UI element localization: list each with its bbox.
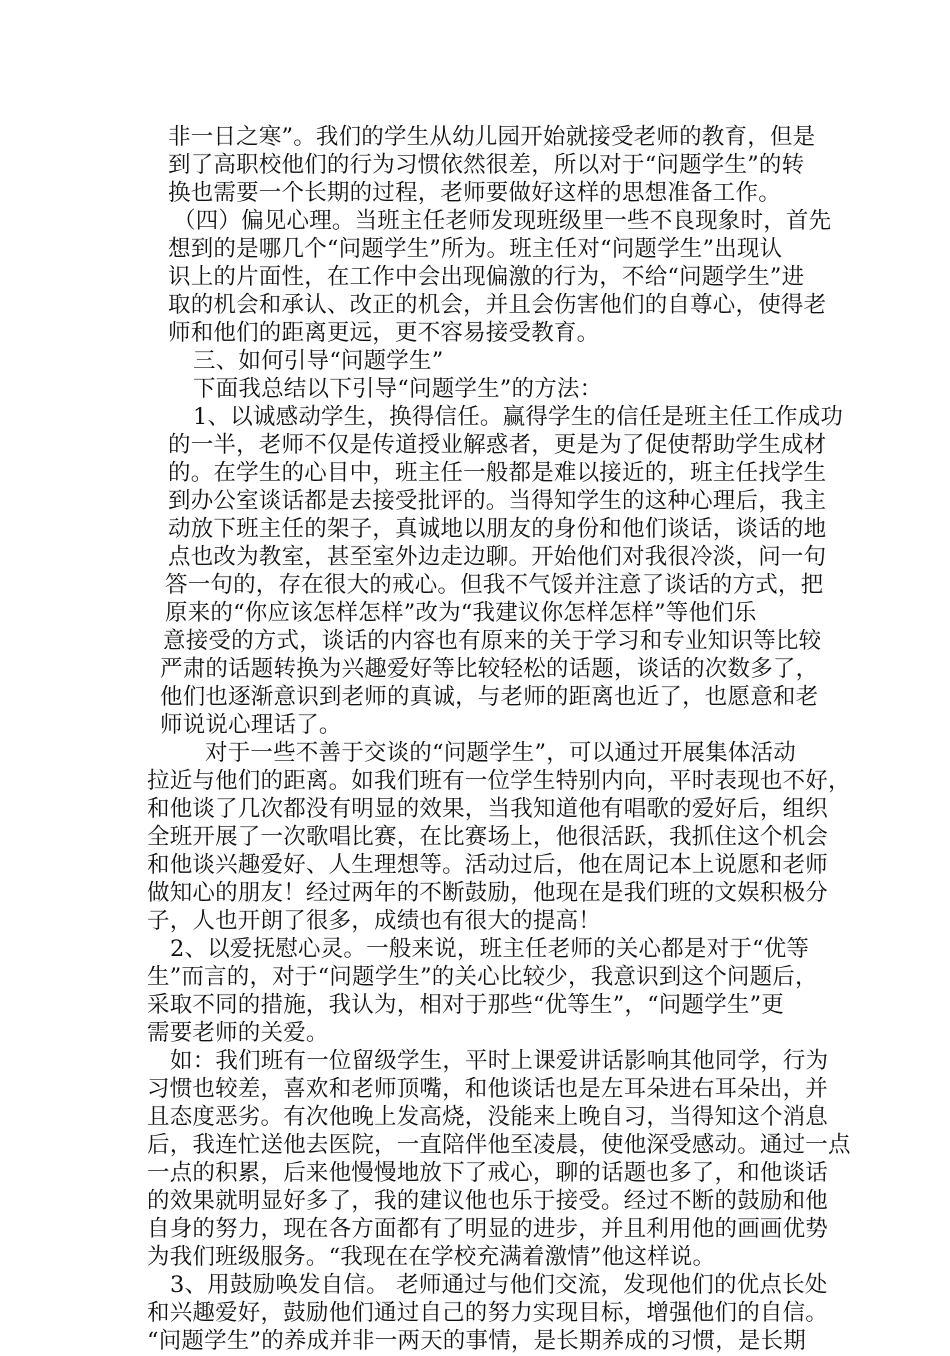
text-line: 且态度恶劣。有次他晚上发高烧，没能来上晚自习，当得知这个消息 [147, 1104, 829, 1130]
text-line: 的。在学生的心目中，班主任一般都是难以接近的，班主任找学生 [168, 460, 827, 486]
text-line: 识上的片面性，在工作中会出现偏激的行为，不给“问题学生”进 [168, 264, 805, 290]
text-line: 3、用鼓励唤发自信。 老师通过与他们交流，发现他们的优点长处 [170, 1272, 828, 1298]
text-line: 和兴趣爱好，鼓励他们通过自己的努力实现目标，增强他们的自信。 [147, 1300, 829, 1326]
text-line: 到了高职校他们的行为习惯依然很差，所以对于“问题学生”的转 [168, 152, 805, 178]
text-line: 非一日之寒”。我们的学生从幼儿园开始就接受老师的教育，但是 [168, 124, 816, 150]
text-line: 原来的“你应该怎样怎样”改为“我建议你怎样怎样”等他们乐 [165, 600, 757, 626]
text-line: 做知心的朋友！经过两年的不断鼓励，他现在是我们班的文娱积极分 [147, 880, 829, 906]
text-line: 一点的积累，后来他慢慢地放下了戒心，聊的话题也多了，和他谈话 [147, 1160, 829, 1186]
text-line: 2、以爱抚慰心灵。一般来说，班主任老师的关心都是对于“优等 [170, 936, 810, 962]
text-line: 意接受的方式，谈话的内容也有原来的关于学习和专业知识等比较 [163, 628, 822, 654]
text-line: 他们也逐渐意识到老师的真诚，与老师的距离也近了，也愿意和老 [160, 684, 819, 710]
text-line: 的一半，老师不仅是传道授业解惑者，更是为了促使帮助学生成材 [168, 432, 827, 458]
text-line: 习惯也较差，喜欢和老师顶嘴，和他谈话也是左耳朵进右耳朵出，并 [147, 1076, 829, 1102]
text-line: 子，人也开朗了很多，成绩也有很大的提高！ [147, 908, 602, 934]
text-line: （四）偏见心理。当班主任老师发现班级里一些不良现象时，首先 [173, 208, 832, 234]
text-line: 对于一些不善于交谈的“问题学生”，可以通过开展集体活动 [205, 740, 796, 766]
text-line: 动放下班主任的架子，真诚地以朋友的身份和他们谈话，谈话的地 [168, 516, 827, 542]
text-line: 1、以诚感动学生，换得信任。赢得学生的信任是班主任工作成功 [193, 404, 844, 430]
text-line: 为我们班级服务。“我现在在学校充满着激情”他这样说。 [147, 1244, 716, 1270]
text-line: 师和他们的距离更远，更不容易接受教育。 [168, 320, 600, 346]
text-line: 到办公室谈话都是去接受批评的。当得知学生的这种心理后，我主 [168, 488, 827, 514]
text-line: “问题学生”的养成并非一两天的事情，是长期养成的习惯，是长期 [147, 1328, 807, 1354]
text-line: 点也改为教室，甚至室外边走边聊。开始他们对我很冷淡，问一句 [168, 544, 827, 570]
text-line: 严肃的话题转换为兴趣爱好等比较轻松的话题，谈话的次数多了， [160, 656, 819, 682]
text-line: 想到的是哪几个“问题学生”所为。班主任对“问题学生”出现认 [168, 236, 783, 262]
text-line: 师说说心理话了。 [160, 712, 342, 738]
text-line: 如：我们班有一位留级学生，平时上课爱讲话影响其他同学，行为 [170, 1048, 829, 1074]
text-line: 后，我连忙送他去医院，一直陪伴他至凌晨，使他深受感动。通过一点 [147, 1132, 851, 1158]
text-line: 自身的努力，现在各方面都有了明显的进步，并且利用他的画画优势 [147, 1216, 829, 1242]
section-heading: 三、如何引导“问题学生” [193, 348, 444, 374]
text-line: 取的机会和承认、改正的机会，并且会伤害他们的自尊心，使得老 [168, 292, 827, 318]
text-line: 需要老师的关爱。 [147, 1020, 329, 1046]
text-line: 拉近与他们的距离。如我们班有一位学生特别内向，平时表现也不好， [147, 768, 851, 794]
text-line: 的效果就明显好多了，我的建议他也乐于接受。经过不断的鼓励和他 [147, 1188, 829, 1214]
text-line: 生”而言的，对于“问题学生”的关心比较少，我意识到这个问题后， [147, 964, 818, 990]
text-line: 全班开展了一次歌唱比赛，在比赛场上，他很活跃，我抓住这个机会 [147, 824, 829, 850]
text-line: 采取不同的措施，我认为，相对于那些“优等生”，“问题学生”更 [147, 992, 785, 1018]
text-line: 和他谈了几次都没有明显的效果，当我知道他有唱歌的爱好后，组织 [147, 796, 829, 822]
text-line: 和他谈兴趣爱好、人生理想等。活动过后，他在周记本上说愿和老师 [147, 852, 829, 878]
text-line: 换也需要一个长期的过程，老师要做好这样的思想准备工作。 [168, 180, 781, 206]
text-line: 答一句的，存在很大的戒心。但我不气馁并注意了谈话的方式，把 [165, 572, 824, 598]
text-line: 下面我总结以下引导“问题学生”的方法： [193, 376, 603, 402]
